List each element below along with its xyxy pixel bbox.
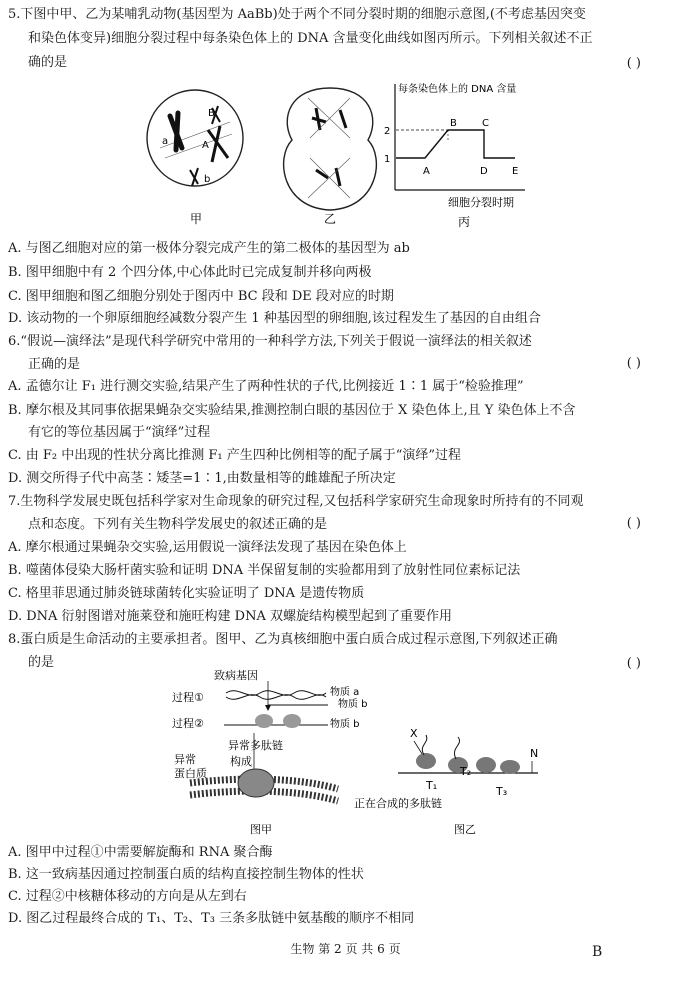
q5-stem-line-2: 和染色体变异)细胞分裂过程中每条染色体上的 DNA 含量变化曲线如图丙所示。下列相关叙述不正	[28, 31, 593, 46]
q8-option-c: C. 过程②中核糖体移动的方向是从左到右	[8, 889, 247, 904]
q8-answer-paren: ( )	[626, 656, 641, 671]
figure-jia	[172, 668, 368, 836]
T1-label: T₁	[426, 779, 438, 792]
substance-a-label: 物质 a	[330, 687, 360, 698]
dna-content-graph	[384, 82, 525, 209]
q8-figure	[168, 665, 548, 843]
q5-answer-paren: ( )	[626, 56, 641, 71]
q5-figure	[140, 78, 540, 240]
q6-option-c: C. 由 F₂ 中出现的性状分离比推测 F₁ 产生四种比例相等的配子属于“演绎”过程	[8, 448, 462, 463]
cell-yi	[284, 88, 377, 210]
caption-fig-jia: 图甲	[250, 823, 272, 836]
q8-option-b: B. 这一致病基因通过控制蛋白质的结构直接控制生物体的性状	[8, 867, 364, 882]
caption-jia: 甲	[190, 212, 203, 226]
q8-stem-line-1: 8.蛋白质是生命活动的主要承担者。图甲、乙为真核细胞中蛋白质合成过程示意图,下列叙述正确	[8, 632, 558, 647]
caption-bing: 丙	[458, 215, 471, 229]
q7-stem-line-1: 7.生物科学发展史既包括科学家对生命现象的研究过程,又包括科学家研究生命现象时所持有的不同观	[8, 494, 584, 509]
corner-mark: B	[592, 944, 603, 960]
point-B: B	[450, 118, 457, 129]
X-label: X	[410, 727, 418, 740]
caption-yi: 乙	[324, 212, 337, 226]
cell-jia	[147, 90, 243, 186]
y-tick-1: 1	[384, 154, 391, 165]
T3-label: T₃	[496, 785, 508, 798]
graph-xlabel: 细胞分裂时期	[448, 196, 514, 209]
point-E: E	[512, 166, 519, 177]
label-A: A	[202, 140, 209, 151]
graph-ylabel: 每条染色体上的 DNA 含量	[398, 84, 517, 95]
page-footer: 生物 第 2 页 共 6 页	[290, 942, 401, 956]
N-label: N	[530, 747, 539, 760]
forming-chain-label: 正在合成的多肽链	[354, 797, 442, 810]
figure-yi	[354, 727, 538, 836]
substance-b-label-2: 物质 b	[330, 719, 360, 730]
q7-answer-paren: ( )	[626, 516, 641, 531]
q6-option-d: D. 测交所得子代中高茎∶矮茎=1∶1,由数量相等的雌雄配子所决定	[8, 471, 396, 486]
point-A: A	[423, 166, 430, 177]
q6-option-b-cont: 有它的等位基因属于“演绎”过程	[28, 425, 211, 440]
q5-stem-line-1: 5.下图中甲、乙为某哺乳动物(基因型为 AaBb)处于两个不同分裂时期的细胞示意图,(不考虑基因突变	[8, 7, 586, 22]
substance-b-label-1: 物质 b	[338, 699, 368, 710]
label-b: b	[204, 174, 211, 185]
q5-option-d: D. 该动物的一个卵原细胞经减数分裂产生 1 种基因型的卵细胞,该过程发生了基因的自由组合	[8, 311, 541, 326]
process-1-label: 过程①	[172, 691, 204, 704]
process-2-label: 过程②	[172, 717, 204, 730]
q6-stem-line-2: 正确的是	[28, 357, 81, 372]
q6-option-b: B. 摩尔根及其同事依据果蝇杂交实验结果,推测控制白眼的基因位于 X 染色体上,且 Y 染色体上不含	[8, 403, 576, 418]
gene-label: 致病基因	[214, 669, 258, 682]
q5-option-b: B. 图甲细胞中有 2 个四分体,中心体此时已完成复制并移向两极	[8, 265, 372, 280]
point-C: C	[482, 118, 489, 129]
label-a: a	[162, 136, 169, 147]
form-label: 构成	[230, 755, 252, 768]
q7-stem-line-2: 点和态度。下列有关生物科学发展史的叙述正确的是	[28, 517, 328, 532]
y-tick-2: 2	[384, 126, 391, 137]
q6-stem-line-1: 6.“假说—演绎法”是现代科学研究中常用的一种科学方法,下列关于假说一演绎法的相关叙述	[8, 334, 532, 349]
T2-label: T₂	[460, 765, 472, 778]
caption-fig-yi: 图乙	[454, 823, 476, 836]
abnormal-chain-label: 异常多肽链	[228, 739, 283, 752]
q6-option-a: A. 孟德尔让 F₁ 进行测交实验,结果产生了两种性状的子代,比例接近 1∶1 属于“检验推理”	[8, 379, 524, 394]
q7-option-d: D. DNA 衍射图谱对施莱登和施旺构建 DNA 双螺旋结构模型起到了重要作用	[8, 609, 452, 624]
abnormal-protein-label-2: 蛋白质	[174, 767, 207, 780]
q8-option-a: A. 图甲中过程①中需要解旋酶和 RNA 聚合酶	[8, 845, 273, 860]
point-D: D	[480, 166, 488, 177]
q7-option-a: A. 摩尔根通过果蝇杂交实验,运用假说一演绎法发现了基因在染色体上	[8, 540, 407, 555]
q6-answer-paren: ( )	[626, 356, 641, 371]
abnormal-protein-label-1: 异常	[174, 753, 196, 766]
q8-stem-line-2: 的是	[28, 655, 55, 670]
q5-option-a: A. 与图乙细胞对应的第一极体分裂完成产生的第二极体的基因型为 ab	[8, 241, 410, 256]
q5-stem-line-3: 确的是	[28, 55, 68, 70]
q7-option-b: B. 噬菌体侵染大肠杆菌实验和证明 DNA 半保留复制的实验都用到了放射性同位素标记法	[8, 563, 521, 578]
q8-option-d: D. 图乙过程最终合成的 T₁、T₂、T₃ 三条多肽链中氨基酸的顺序不相同	[8, 911, 415, 926]
label-B: B	[208, 108, 215, 119]
q5-option-c: C. 图甲细胞和图乙细胞分别处于图丙中 BC 段和 DE 段对应的时期	[8, 289, 394, 304]
q7-option-c: C. 格里菲思通过肺炎链球菌转化实验证明了 DNA 是遗传物质	[8, 586, 365, 601]
